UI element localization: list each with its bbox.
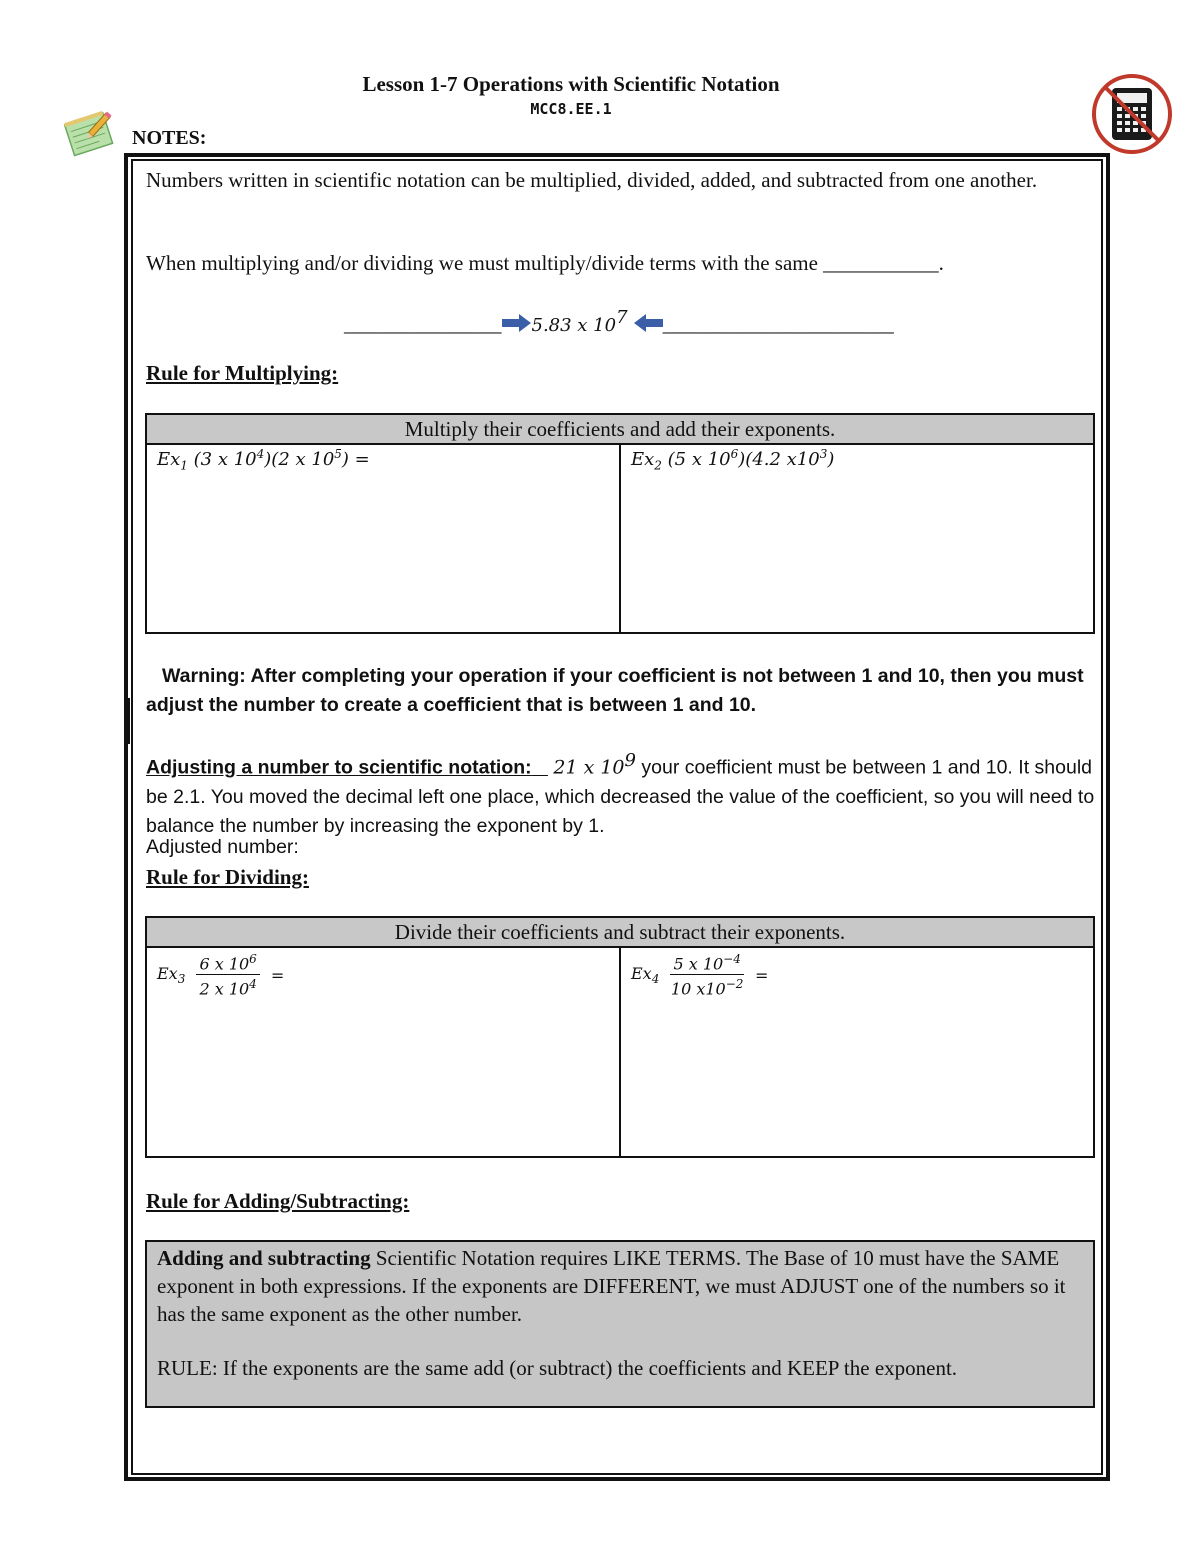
blank-right: ______________________ bbox=[662, 312, 894, 336]
page-title: Lesson 1-7 Operations with Scientific Notation bbox=[362, 72, 780, 96]
adjusting-text-1: your coefficient must be between 1 and 10. bbox=[635, 756, 1013, 779]
adding-rule: RULE: If the exponents are the same add (or subtract) the coefficients and KEEP the exponent. bbox=[157, 1356, 958, 1380]
example-3: 𝐸𝑥$_3$ $\frac{6 𝑥 10^6}{2 𝑥 10^4}$ = bbox=[157, 952, 285, 999]
example-2: 𝐸𝑥$_2$ (5 𝑥 $10^6)(4.2$ $𝑥10^3$) bbox=[631, 447, 835, 473]
adding-rule-box bbox=[145, 1240, 1095, 1408]
adjusting-number: 21 𝑥 10 bbox=[553, 756, 625, 779]
example-line bbox=[344, 304, 894, 340]
dividing-heading: Rule for Dividing: bbox=[146, 865, 309, 889]
notes-label: NOTES: bbox=[132, 127, 207, 149]
dividing-table bbox=[145, 916, 1095, 1158]
standard-code: MCC8.EE.1 bbox=[530, 100, 612, 118]
no-calculator-icon bbox=[1090, 72, 1174, 160]
same-term-sentence: When multiplying and/or dividing we must multiply/divide terms with the same ___________. bbox=[146, 251, 944, 275]
multiplying-rule: Multiply their coefficients and add their exponents. bbox=[147, 415, 1093, 445]
adjusting-text-2: It should be 2.1. You moved the decimal left one place, which decreased the value of the coefficient, so you will need to balance the number by increasing the exponent by 1. bbox=[146, 756, 1095, 837]
adjusting-heading: Adjusting a number to scientific notation: bbox=[146, 756, 532, 779]
adding-paragraph: Adding and subtracting Scientific Notation requires LIKE TERMS. The Base of 10 must have the SAME exponent in both expressions. If the exponents are DIFFERENT, we must ADJUST one of the numbers so it has the same exponent as the other number. bbox=[157, 1246, 1066, 1326]
adjusting-exponent: 9 bbox=[624, 750, 636, 771]
intro-paragraph: Numbers written in scientific notation can be multiplied, divided, added, and subtracted from one another. bbox=[146, 168, 1038, 192]
example-number: 5.83 𝑥 10 bbox=[531, 315, 617, 336]
multiplying-heading: Rule for Multiplying: bbox=[146, 361, 339, 385]
margin-mark bbox=[125, 698, 130, 744]
multiplying-table bbox=[145, 413, 1095, 634]
example-4: 𝐸𝑥$_4$ $\frac{5 𝑥 10^{-4}}{10 𝑥10^{-2}}$ = bbox=[631, 952, 769, 999]
arrow-right-icon bbox=[502, 312, 532, 340]
adding-heading: Rule for Adding/Subtracting: bbox=[146, 1189, 410, 1213]
example-exponent: 7 bbox=[616, 307, 628, 328]
example-2-cell bbox=[619, 445, 1093, 634]
warning-text: Warning: After completing your operation if your coefficient is not between 1 and 10, then you must adjust the number to create a coefficient that is between 1 and 10. bbox=[146, 665, 1084, 716]
notepad-pencil-icon bbox=[60, 104, 118, 164]
example-1-cell bbox=[147, 445, 619, 634]
example-1: 𝐸𝑥$_1$ (3 𝑥 $10^4)(2$ 𝑥 $10^5$) = bbox=[157, 447, 370, 473]
adjusted-number-label: Adjusted number: bbox=[146, 836, 299, 858]
arrow-left-icon bbox=[633, 312, 663, 340]
example-3-cell bbox=[147, 948, 619, 1158]
dividing-rule: Divide their coefficients and subtract their exponents. bbox=[147, 918, 1093, 948]
example-4-cell bbox=[619, 948, 1093, 1158]
adjusting-section bbox=[146, 746, 1096, 841]
blank-left: _______________ bbox=[344, 312, 502, 336]
